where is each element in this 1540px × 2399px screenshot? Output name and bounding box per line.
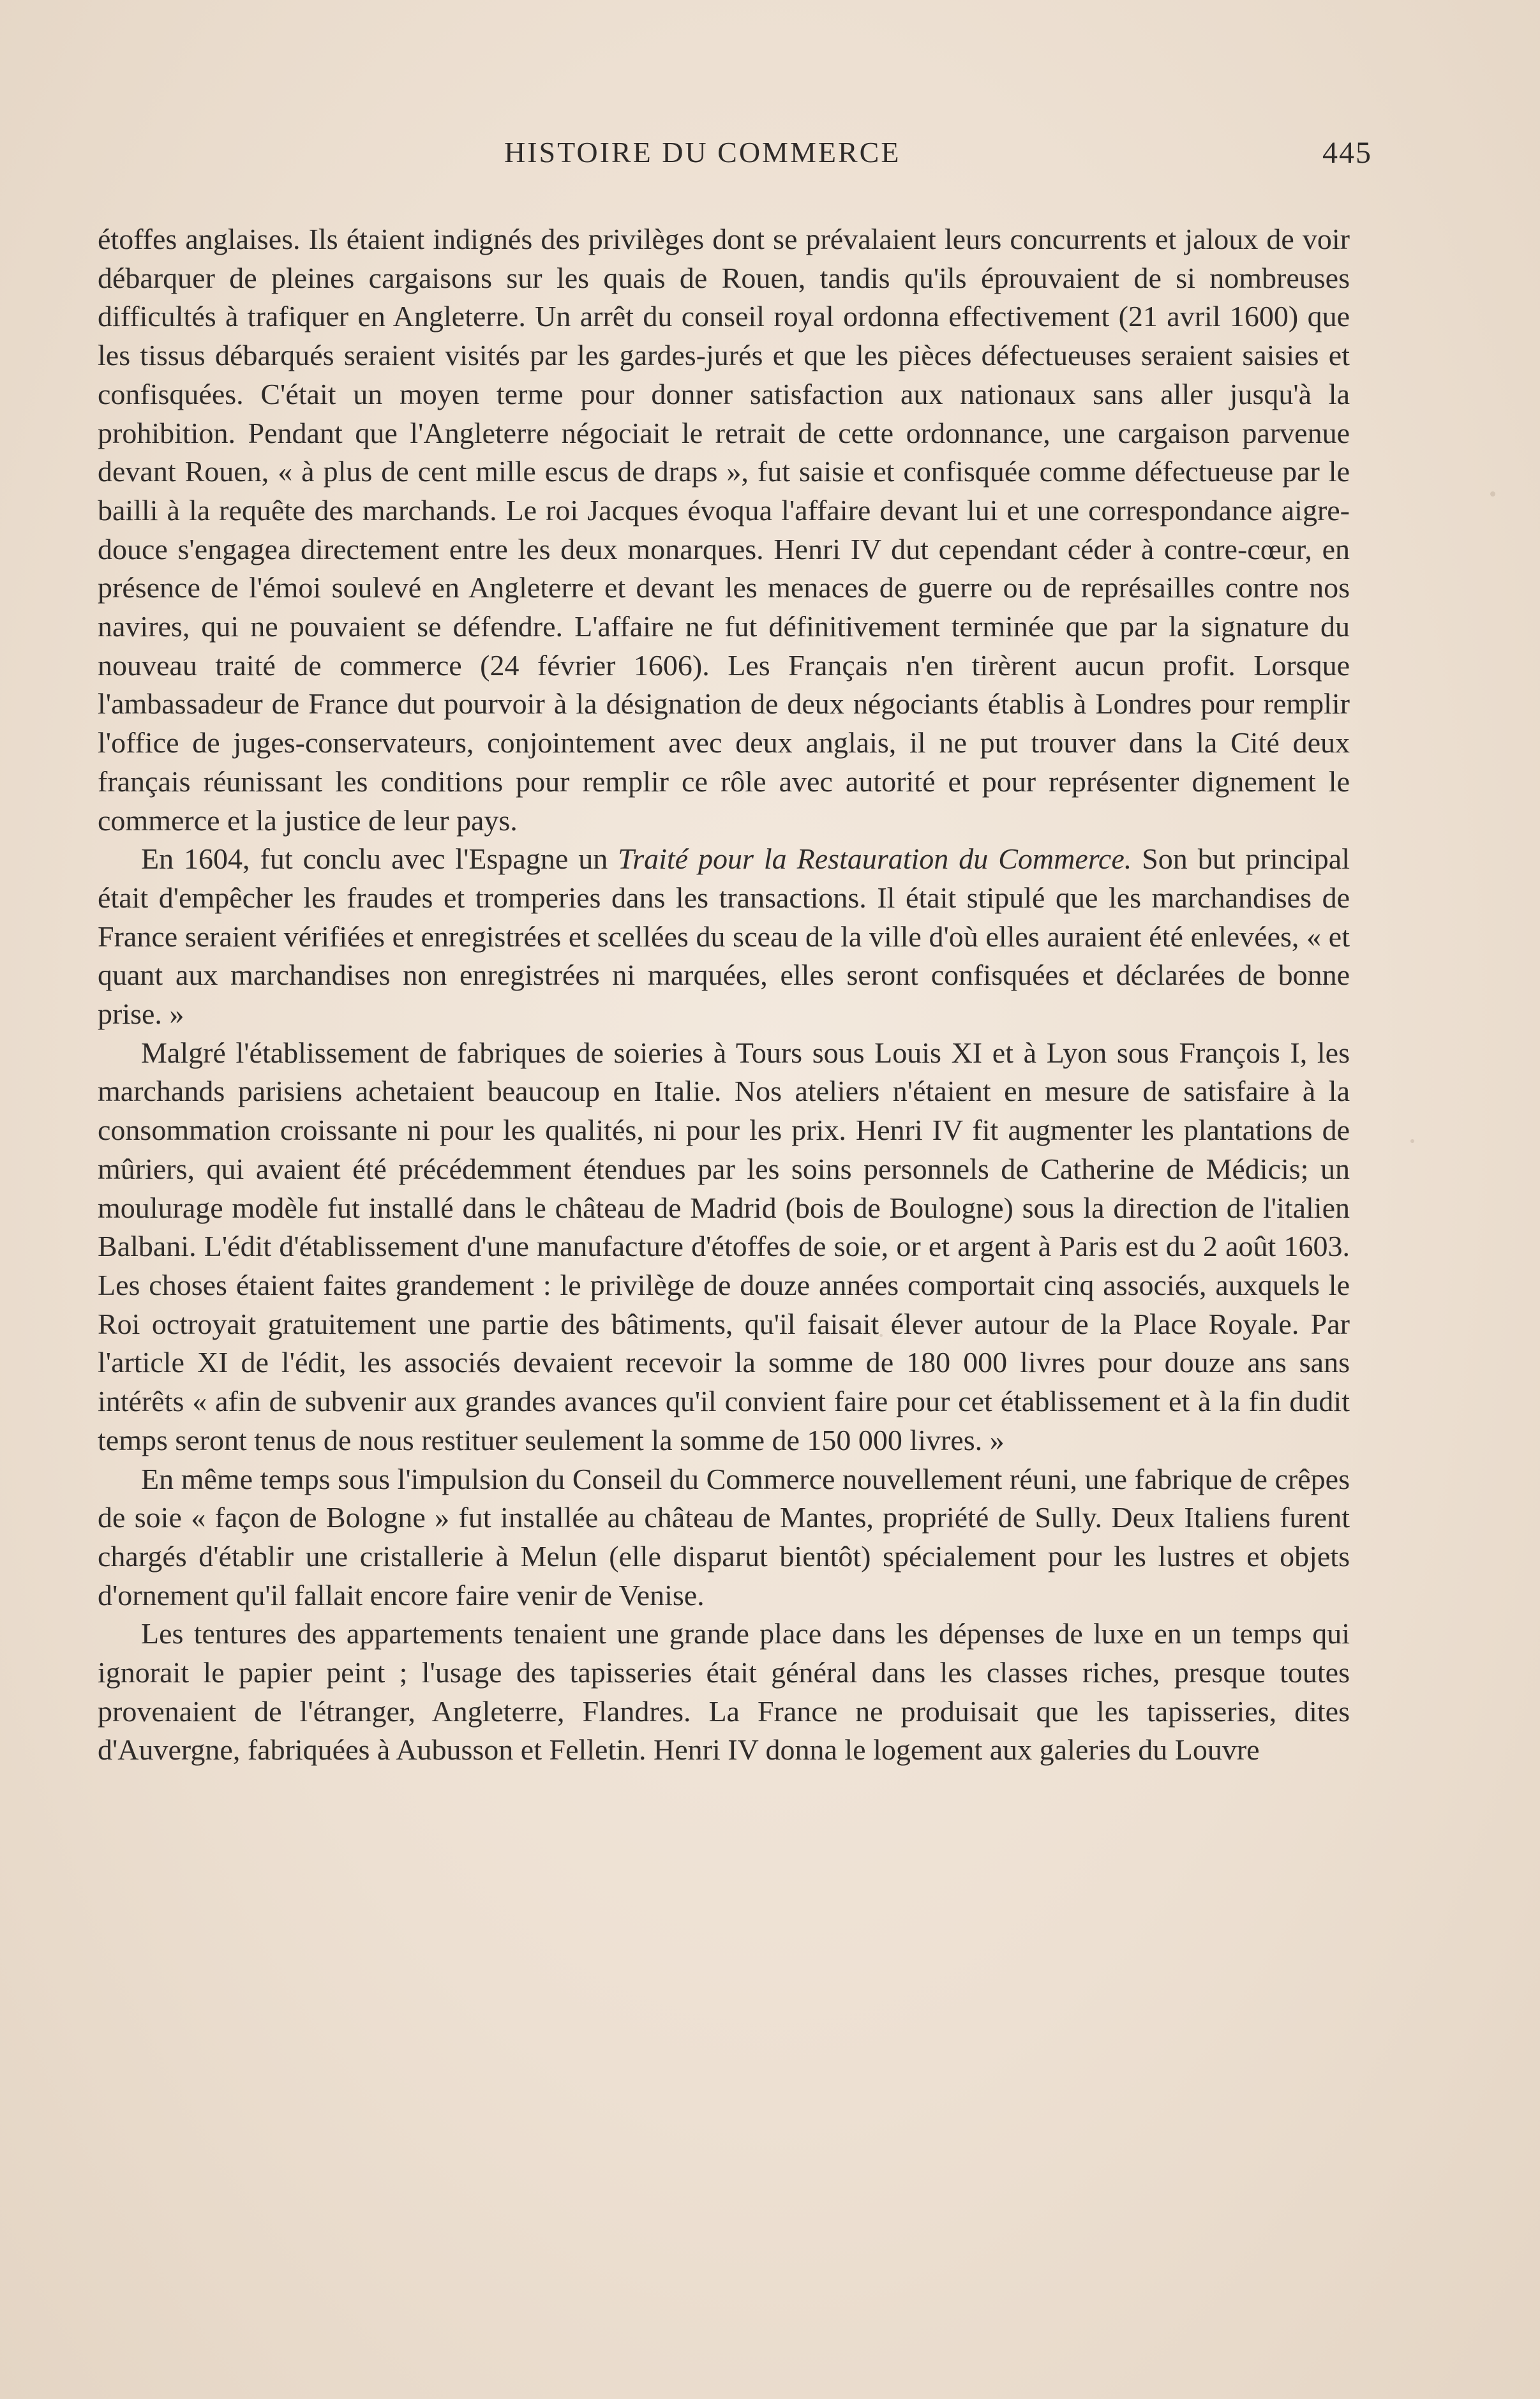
running-title: HISTOIRE DU COMMERCE (504, 136, 901, 168)
paragraph: Les tentures des appartements tenaient une grande place dans les dépenses de luxe en un temps qui ignorait le papier peint ; l'usage des tapisseries était général dans les classes riches, presque toutes provenaient de l'étranger, Angleterre, Flandres. La France ne produisait que les tapisseries, dites d'Auvergne, fabriquées à Aubusson et Felletin. Henri IV donna le logement aux galeries du Louvre (98, 1617, 1350, 1767)
paragraph (98, 840, 1350, 1034)
paper-spot (1490, 491, 1495, 497)
running-head (96, 135, 1372, 180)
paper-spot (1410, 1139, 1414, 1143)
page-number: 445 (1322, 136, 1372, 170)
treaty-title: Traité pour la Restauration du Commerce. (618, 842, 1132, 876)
body-text (98, 220, 1350, 1770)
paragraph-text: Son but principal était d'empêcher les fraudes et tromperies dans les transactions. Il était stipulé que les marchandises de France seraient vérifiées et enregistrées et scellées du sceau de la ville d'où elles auraient été enlevées, « et quant aux marchandises non enregistrées ni marquées, elles seront confisquées et déclarées de bonne prise. » (98, 842, 1350, 1031)
paragraph: Malgré l'établissement de fabriques de soieries à Tours sous Louis XI et à Lyon sous François I, les marchands parisiens achetaient beaucoup en Italie. Nos ateliers n'étaient en mesure de satisfaire à la consommation croissante ni pour les qualités, ni pour les prix. Henri IV fit augmenter les plantations de mûriers, qui avaient été précédemment étendues par les soins personnels de Catherine de Médicis; un moulurage modèle fut installé dans le château de Madrid (bois de Boulogne) sous la direction de l'italien Balbani. L'édit d'établissement d'une manufacture d'étoffes de soie, or et argent à Paris est du 2 août 1603. Les choses étaient faites grandement : le privilège de douze années comportait cinq associés, auxquels le Roi octroyait gratuitement une partie des bâtiments, qu'il faisait élever autour de la Place Royale. Par l'article XI de l'édit, les associés devaient recevoir la somme de 180 000 livres pour douze ans sans intérêts « afin de subvenir aux grandes avances qu'il convient faire pour cet établissement et à la fin dudit temps seront tenus de nous restituer seulement la somme de 150 000 livres. » (98, 1036, 1350, 1456)
paragraph-text: En 1604, fut conclu avec l'Espagne un (141, 842, 618, 876)
paragraph: En même temps sous l'impulsion du Conseil du Commerce nouvellement réuni, une fabrique de crêpes de soie « façon de Bologne » fut installée au château de Mantes, propriété de Sully. Deux Italiens furent chargés d'établir une cristallerie à Melun (elle disparut bientôt) spécialement pour les lustres et objets d'ornement qu'il fallait encore faire venir de Venise. (98, 1462, 1350, 1611)
paragraph: étoffes anglaises. Ils étaient indignés des privilèges dont se prévalaient leurs concurrents et jaloux de voir débarquer de pleines cargaisons sur les quais de Rouen, tandis qu'ils éprouvaient de si nombreuses difficultés à trafiquer en Angleterre. Un arrêt du conseil royal ordonna effectivement (21 avril 1600) que les tissus débarqués seraient visités par les gardes-jurés et que les pièces défectueuses seraient saisies et confisquées. C'était un moyen terme pour donner satisfaction aux nationaux sans aller jusqu'à la prohibition. Pendant que l'Angleterre négociait le retrait de cette ordonnance, une cargaison parvenue devant Rouen, « à plus de cent mille escus de draps », fut saisie et confisquée comme défectueuse par le bailli à la requête des marchands. Le roi Jacques évoqua l'affaire devant lui et une correspondance aigre-douce s'engagea directement entre les deux monarques. Henri IV dut cependant céder à contre-cœur, en présence de l'émoi soulevé en Angleterre et devant les menaces de guerre ou de représailles contre nos navires, qui ne pouvaient se défendre. L'affaire ne fut définitivement terminée que par la signature du nouveau traité de commerce (24 février 1606). Les Français n'en tirèrent aucun profit. Lorsque l'ambassadeur de France dut pourvoir à la désignation de deux négociants établis à Londres pour remplir l'office de juges-conservateurs, conjointement avec deux anglais, il ne put trouver dans la Cité deux français réunissant les conditions pour remplir ce rôle avec autorité et pour représenter dignement le commerce et la justice de leur pays. (98, 223, 1350, 837)
